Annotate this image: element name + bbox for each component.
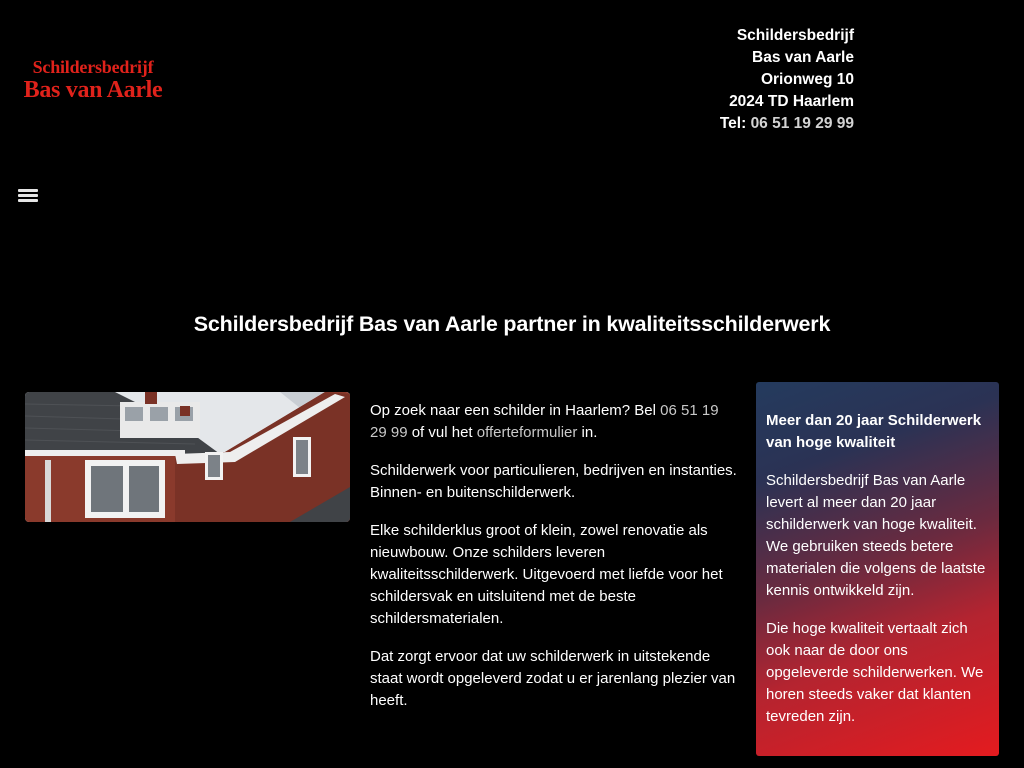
quote-form-link[interactable]: offerteformulier [476, 424, 578, 441]
quality-panel-paragraph-1: Schildersbedrijf Bas van Aarle levert al meer dan 20 jaar schilderwerk van hoge kwaliteit. We gebruiken steeds betere materialen die volgens de laatste kennis ontwikkeld zijn. [766, 472, 986, 599]
intro-paragraph-1 [370, 400, 738, 444]
house-photo [25, 392, 350, 522]
quality-panel-heading: Meer dan 20 jaar Schilderwerk van hoge kwaliteit [766, 412, 982, 451]
contact-block [720, 25, 854, 135]
logo-line-1: Schildersbedrijf [32, 57, 154, 77]
logo-line-2: Bas van Aarle [23, 77, 163, 103]
contact-tel-label: Tel: [719, 115, 747, 132]
quality-panel [756, 382, 999, 756]
contact-street: Orionweg 10 [760, 71, 854, 88]
intro-p1-before: Op zoek naar een schilder in Haarlem? Bel [370, 402, 661, 419]
hamburger-icon[interactable] [18, 186, 38, 204]
contact-city: 2024 TD Haarlem [729, 93, 854, 110]
intro-p1-middle: of vul het [407, 424, 477, 441]
contact-phone-link[interactable]: 06 51 19 29 99 [750, 115, 854, 132]
hamburger-bar [18, 194, 38, 197]
intro-paragraph-2: Schilderwerk voor particulieren, bedrijven en instanties. Binnen- en buitenschilderwerk. [370, 462, 737, 501]
contact-phone-row [720, 113, 854, 135]
quality-panel-paragraph-2: Die hoge kwaliteit vertaalt zich ook naar de door ons opgeleverde schilderwerken. We horen steeds vaker dat klanten tevreden zijn. [766, 620, 984, 725]
hamburger-bar [18, 199, 38, 202]
contact-name: Bas van Aarle [752, 49, 854, 66]
intro-phone-link[interactable]: 06 51 19 29 99 [370, 402, 719, 441]
intro-paragraph-4: Dat zorgt ervoor dat uw schilderwerk in uitstekende staat wordt opgeleverd zodat u er jarenlang plezier van heeft. [370, 648, 736, 709]
page-title: Schildersbedrijf Bas van Aarle partner in kwaliteitsschilderwerk [193, 312, 831, 336]
contact-company: Schildersbedrijf [736, 27, 854, 44]
quality-panel-content [766, 410, 994, 744]
hamburger-bar [18, 189, 38, 192]
site-logo[interactable] [8, 58, 178, 102]
intro-p1-after: in. [577, 424, 598, 441]
intro-paragraph-3: Elke schilderklus groot of klein, zowel renovatie als nieuwbouw. Onze schilders leveren kwaliteitsschilderwerk. Uitgevoerd met liefde voor het schildersvak en uitsluitend met de beste schildersmaterialen. [370, 522, 723, 627]
intro-text [370, 400, 738, 728]
